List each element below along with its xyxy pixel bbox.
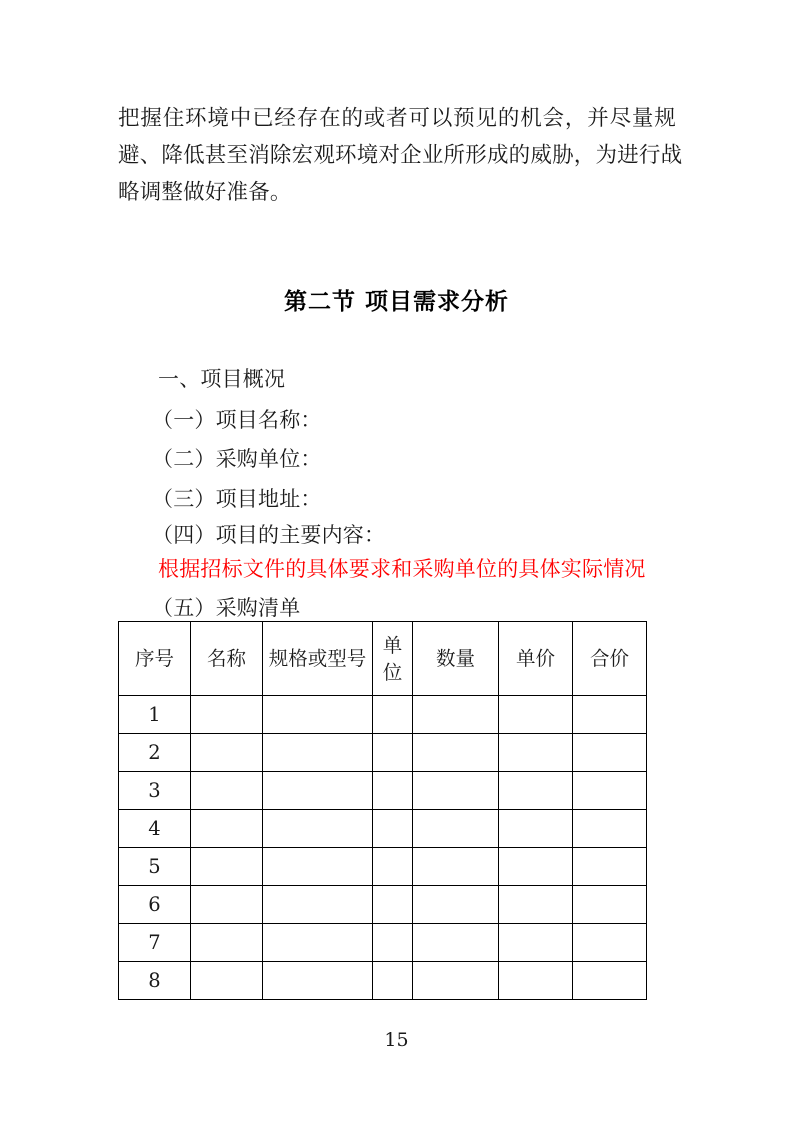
table-cell-total[interactable] bbox=[573, 772, 647, 810]
table-cell-total[interactable] bbox=[573, 734, 647, 772]
table-cell-name[interactable] bbox=[191, 772, 263, 810]
table-cell-qty[interactable] bbox=[413, 924, 499, 962]
table-row bbox=[119, 924, 647, 962]
table-cell-spec[interactable] bbox=[263, 734, 373, 772]
table-cell-unit[interactable] bbox=[373, 696, 413, 734]
table-row bbox=[119, 810, 647, 848]
table-cell-spec[interactable] bbox=[263, 848, 373, 886]
table-cell-spec[interactable] bbox=[263, 810, 373, 848]
table-cell-price[interactable] bbox=[499, 772, 573, 810]
table-cell-price[interactable] bbox=[499, 810, 573, 848]
table-cell-total[interactable] bbox=[573, 848, 647, 886]
table-cell-qty[interactable] bbox=[413, 696, 499, 734]
table-cell-name[interactable] bbox=[191, 848, 263, 886]
table-cell-seq[interactable]: 4 bbox=[119, 810, 191, 848]
table-cell-spec[interactable] bbox=[263, 696, 373, 734]
table-cell-seq[interactable]: 6 bbox=[119, 886, 191, 924]
table-cell-unit[interactable] bbox=[373, 962, 413, 1000]
outline-item-5: （四）项目的主要内容： bbox=[152, 523, 386, 547]
outline-item-7: （五）采购清单 bbox=[152, 596, 301, 620]
paragraph-line-3: 略调整做好准备。 bbox=[118, 180, 292, 205]
table-cell-unit[interactable] bbox=[373, 810, 413, 848]
body-paragraph bbox=[118, 100, 683, 211]
table-cell-qty[interactable] bbox=[413, 962, 499, 1000]
table-cell-seq[interactable]: 5 bbox=[119, 848, 191, 886]
table-row bbox=[119, 772, 647, 810]
table-header-name: 名称 bbox=[191, 622, 263, 696]
table-cell-unit[interactable] bbox=[373, 886, 413, 924]
table-cell-name[interactable] bbox=[191, 924, 263, 962]
table-cell-qty[interactable] bbox=[413, 848, 499, 886]
table-cell-price[interactable] bbox=[499, 962, 573, 1000]
purchase-list-table bbox=[118, 621, 647, 1000]
table-cell-total[interactable] bbox=[573, 810, 647, 848]
table-cell-seq[interactable]: 2 bbox=[119, 734, 191, 772]
table-cell-spec[interactable] bbox=[263, 924, 373, 962]
table-cell-spec[interactable] bbox=[263, 962, 373, 1000]
table-cell-name[interactable] bbox=[191, 696, 263, 734]
table-cell-qty[interactable] bbox=[413, 772, 499, 810]
table-cell-total[interactable] bbox=[573, 924, 647, 962]
table-header-row bbox=[119, 622, 647, 696]
page-number: 15 bbox=[384, 1029, 409, 1051]
table-header-seq: 序号 bbox=[119, 622, 191, 696]
table-cell-seq[interactable]: 3 bbox=[119, 772, 191, 810]
table-header-qty: 数量 bbox=[413, 622, 499, 696]
table-cell-unit[interactable] bbox=[373, 924, 413, 962]
table-cell-total[interactable] bbox=[573, 696, 647, 734]
table-row bbox=[119, 734, 647, 772]
table-cell-qty[interactable] bbox=[413, 886, 499, 924]
outline-item-6: 根据招标文件的具体要求和采购单位的具体实际情况 bbox=[158, 557, 646, 581]
table-cell-price[interactable] bbox=[499, 848, 573, 886]
table-cell-unit[interactable] bbox=[373, 772, 413, 810]
table-cell-total[interactable] bbox=[573, 962, 647, 1000]
outline-item-1: 一、项目概况 bbox=[158, 367, 286, 391]
table-row bbox=[119, 696, 647, 734]
table-cell-seq[interactable]: 8 bbox=[119, 962, 191, 1000]
table-cell-qty[interactable] bbox=[413, 810, 499, 848]
table-row bbox=[119, 848, 647, 886]
table-cell-price[interactable] bbox=[499, 924, 573, 962]
table-cell-name[interactable] bbox=[191, 886, 263, 924]
table-row bbox=[119, 962, 647, 1000]
table-cell-name[interactable] bbox=[191, 734, 263, 772]
table-cell-qty[interactable] bbox=[413, 734, 499, 772]
outline-item-2: （一）项目名称： bbox=[152, 408, 322, 432]
table-cell-price[interactable] bbox=[499, 886, 573, 924]
outline-item-4: （三）项目地址： bbox=[152, 487, 322, 511]
table-cell-seq[interactable]: 1 bbox=[119, 696, 191, 734]
paragraph-line-1: 把 握 住 环 境 中 已 经 存 在 的 或 者 可 以 预 见 的 机 会 ， 并 尽 量 规 bbox=[118, 106, 676, 131]
table-row bbox=[119, 886, 647, 924]
table-header-spec: 规格或型号 bbox=[263, 622, 373, 696]
section-heading: 第二节 项目需求分析 bbox=[283, 288, 509, 315]
table-cell-seq[interactable]: 7 bbox=[119, 924, 191, 962]
table-cell-unit[interactable] bbox=[373, 734, 413, 772]
table-cell-name[interactable] bbox=[191, 810, 263, 848]
table-cell-total[interactable] bbox=[573, 886, 647, 924]
table-cell-price[interactable] bbox=[499, 734, 573, 772]
table-cell-unit[interactable] bbox=[373, 848, 413, 886]
table-cell-price[interactable] bbox=[499, 696, 573, 734]
table-header-price: 单价 bbox=[499, 622, 573, 696]
table-header-unit: 单位 bbox=[373, 622, 413, 696]
table-cell-spec[interactable] bbox=[263, 886, 373, 924]
paragraph-line-2: 避 、 降 低 甚 至 消 除 宏 观 环 境 对 企 业 所 形 成 的 威 胁 ， 为 进 行 战 bbox=[118, 143, 683, 168]
table-header-total: 合价 bbox=[573, 622, 647, 696]
outline-item-3: （二）采购单位： bbox=[152, 447, 322, 471]
table-cell-spec[interactable] bbox=[263, 772, 373, 810]
table-cell-name[interactable] bbox=[191, 962, 263, 1000]
